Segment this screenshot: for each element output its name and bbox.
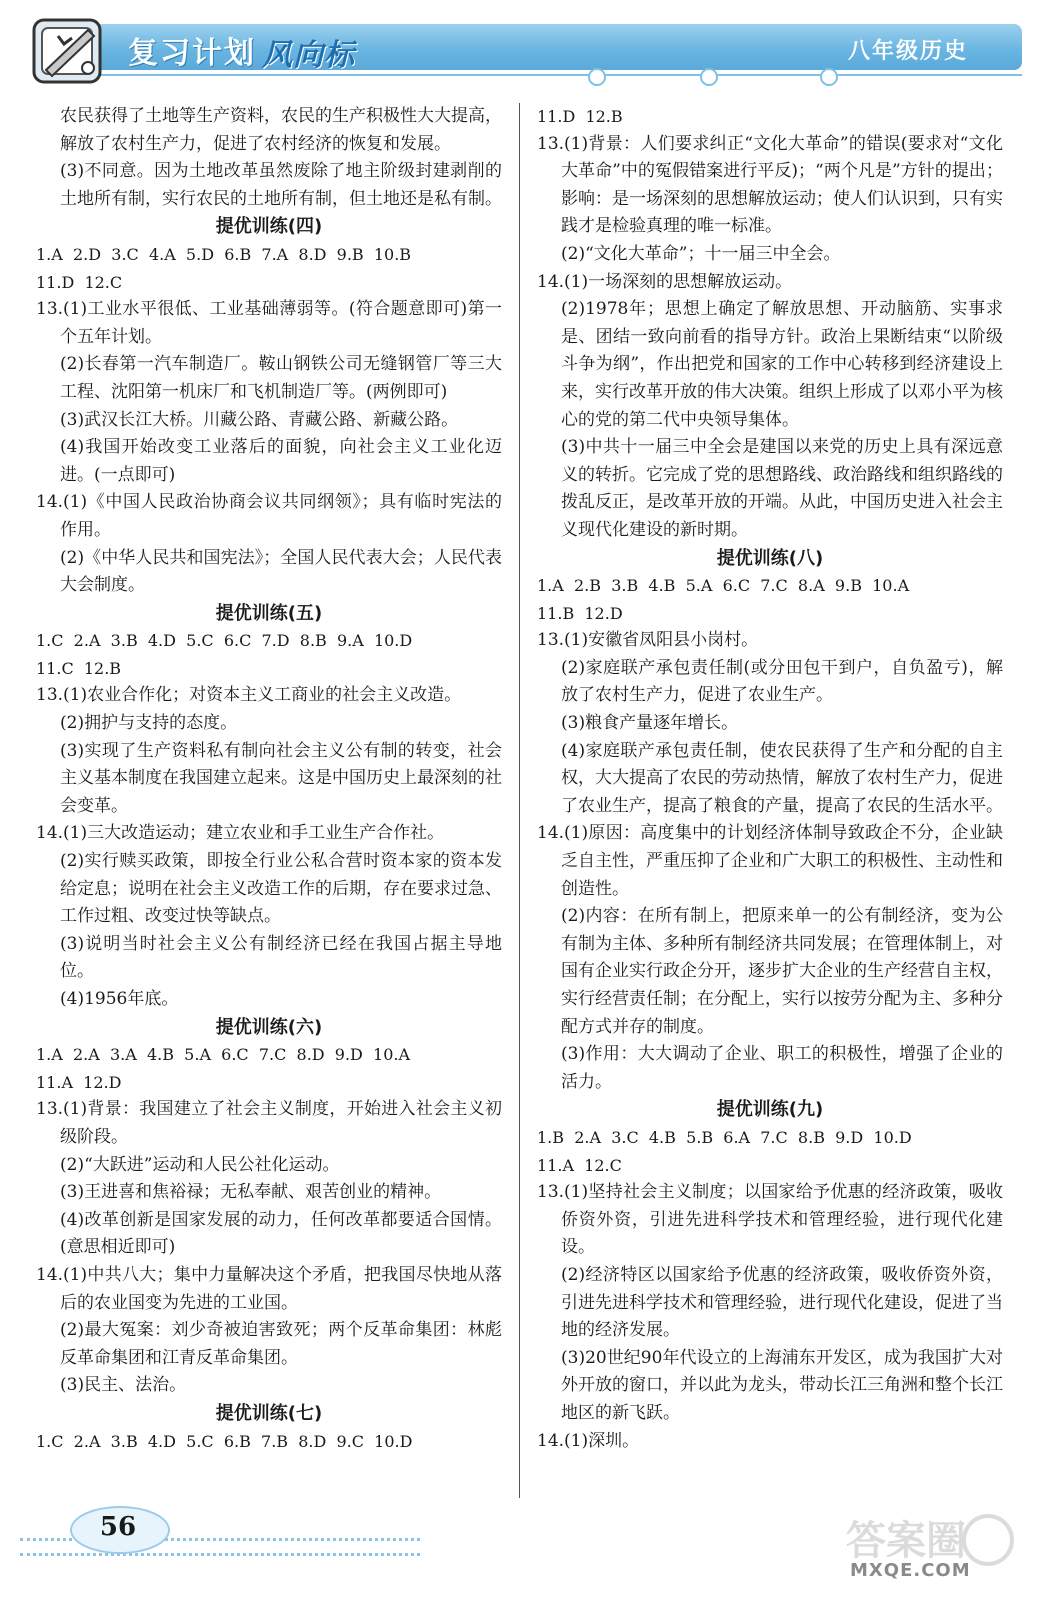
answer-paragraph: 14.(1)三大改造运动；建立农业和手工业生产合作社。 <box>36 823 445 844</box>
choice-answers-line: 11.A 12.D <box>36 1072 122 1092</box>
choice-answers-line: 11.D 12.B <box>537 107 623 126</box>
answer-paragraph: (3)民主、法治。 <box>60 1375 187 1396</box>
answer-paragraph: 13.(1)工业水平很低、工业基础薄弱等。(符合题意即可)第一个五年计划。 <box>36 299 502 347</box>
section-heading: 提优训练(四) <box>215 216 323 238</box>
answer-paragraph: (2)实行赎买政策，即按全行业公私合营时资本家的资本发给定息；说明在社会主义改造工作的后期，存在要求过急、工作过粗、改变过快等缺点。 <box>60 851 502 927</box>
footer-dotted-line <box>20 1553 420 1556</box>
answer-paragraph: (2)拥护与支持的态度。 <box>60 713 238 734</box>
answer-column-right <box>537 103 1003 1455</box>
choice-answers-line: 1.A 2.D 3.C 4.A 5.D 6.B 7.A 8.D 9.B 10.B <box>36 244 412 264</box>
answer-paragraph: (4)改革创新是国家发展的动力，任何改革都要适合国情。(意思相近即可) <box>60 1209 502 1258</box>
answer-column-left <box>36 103 502 1455</box>
answer-paragraph: 14.(1)中共八大；集中力量解决这个矛盾，把我国尽快地从落后的农业国变为先进的工业国。 <box>36 1264 502 1313</box>
choice-answers-line: 11.B 12.D <box>537 603 623 623</box>
answer-paragraph: (2)《中华人民共和国宪法》；全国人民代表大会；人民代表大会制度。 <box>60 547 502 596</box>
answer-paragraph: (2)家庭联产承包责任制(或分田包干到户，自负盈亏)，解放了农村生产力，促进了农业生产。 <box>561 657 1003 706</box>
watermark-text: MXQE.COM <box>850 1560 971 1581</box>
section-heading: 提优训练(九) <box>716 1099 824 1121</box>
answer-paragraph: (2)长春第一汽车制造厂。鞍山钢铁公司无缝钢管厂等三大工程、沈阳第一机床厂和飞机制造厂等。(两例即可) <box>60 354 502 402</box>
answer-paragraph: (3)20世纪90年代设立的上海浦东开发区，成为我国扩大对外开放的窗口，并以此为龙头，带动长江三角洲和整个长江地区的新飞跃。 <box>561 1347 1003 1423</box>
answer-paragraph: 14.(1)《中国人民政治协商会议共同纲领》；具有临时宪法的作用。 <box>36 492 502 540</box>
page-number: 56 <box>99 1512 137 1542</box>
answer-paragraph: 14.(1)一场深刻的思想解放运动。 <box>537 271 793 292</box>
answer-paragraph: (4)家庭联产承包责任制，使农民获得了生产和分配的自主权，大大提高了农民的劳动热情，解放了农村生产力，促进了农业生产，提高了粮食的产量，提高了农民的生活水平。 <box>561 740 1003 816</box>
column-divider <box>519 103 520 1498</box>
answer-paragraph: 农民获得了土地等生产资料，农民的生产积极性大大提高，解放了农村生产力，促进了农村经济的恢复和发展。 <box>60 106 502 154</box>
header-dot-ornament <box>700 68 718 86</box>
watermark-logo-text: 答案圈 <box>846 1518 966 1564</box>
choice-answers-line: 11.A 12.C <box>537 1155 622 1175</box>
section-heading: 提优训练(六) <box>215 1016 323 1038</box>
answer-paragraph: 13.(1)农业合作化；对资本主义工商业的社会主义改造。 <box>36 685 462 706</box>
answer-paragraph: (2)1978年；思想上确定了解放思想、开动脑筋、实事求是、团结一致向前看的指导方针。政治上果断结束“以阶级斗争为纲”，作出把党和国家的工作中心转移到经济建设上来，实行改革开放的伟大决策。组织上形成了以邓小平为核心的党的第二代中央领导集体。 <box>561 299 1003 430</box>
choice-answers-line: 1.A 2.A 3.A 4.B 5.A 6.C 7.C 8.D 9.D 10.A <box>36 1045 411 1065</box>
answer-paragraph: 13.(1)坚持社会主义制度；以国家给予优惠的经济政策，吸收侨资外资，引进先进科学技术和管理经验，进行现代化建设。 <box>537 1182 1003 1258</box>
section-heading: 提优训练(八) <box>716 547 824 569</box>
choice-answers-line: 1.C 2.A 3.B 4.D 5.C 6.B 7.B 8.D 9.C 10.D <box>36 1431 413 1451</box>
header-dot-ornament <box>588 68 606 86</box>
choice-answers-line: 11.C 12.B <box>36 658 122 678</box>
choice-answers-line: 11.D 12.C <box>36 272 123 292</box>
answer-paragraph: (4)1956年底。 <box>60 989 179 1009</box>
answer-paragraph: (2)“大跃进”运动和人民公社化运动。 <box>60 1154 340 1175</box>
answer-paragraph: (3)作用：大大调动了企业、职工的积极性，增强了企业的活力。 <box>561 1044 1003 1092</box>
header-underline <box>92 74 1022 76</box>
choice-answers-line: 1.A 2.B 3.B 4.B 5.A 6.C 7.C 8.A 9.B 10.A <box>537 576 910 596</box>
answer-paragraph: (2)经济特区以国家给予优惠的经济政策，吸收侨资外资，引进先进科学技术和管理经验，进行现代化建设，促进了当地的经济发展。 <box>561 1264 1003 1341</box>
answer-paragraph: 13.(1)安徽省凤阳县小岗村。 <box>537 630 759 651</box>
answer-paragraph: (2)“文化大革命”；十一届三中全会。 <box>561 243 841 264</box>
answer-paragraph: 13.(1)背景：我国建立了社会主义制度，开始进入社会主义初级阶段。 <box>36 1099 502 1147</box>
answer-paragraph: 13.(1)背景：人们要求纠正“文化大革命”的错误(要求对“文化大革命”中的冤假错案进行平反)；“两个凡是”方针的提出；影响：是一场深刻的思想解放运动；使人们认识到，只有实践才是检验真理的唯一标准。 <box>537 133 1003 237</box>
answer-paragraph: 14.(1)深圳。 <box>537 1430 640 1451</box>
answer-paragraph: (2)内容：在所有制上，把原来单一的公有制经济，变为公有制为主体、多种所有制经济共同发展；在管理体制上，对国有企业实行政企分开，逐步扩大企业的生产经营自主权，实行经营责任制；在分配上，实行以按劳分配为主、多种分配方式并存的制度。 <box>561 906 1003 1037</box>
series-logo-icon <box>28 10 110 92</box>
answer-paragraph: (3)不同意。因为土地改革虽然废除了地主阶级封建剥削的土地所有制，实行农民的土地所有制，但土地还是私有制。 <box>60 161 502 209</box>
answer-paragraph: (3)武汉长江大桥。川藏公路、青藏公路、新藏公路。 <box>60 409 459 430</box>
section-heading: 提优训练(七) <box>215 1402 323 1424</box>
answer-paragraph: (4)我国开始改变工业落后的面貌，向社会主义工业化迈进。(一点即可) <box>60 437 502 485</box>
choice-answers-line: 1.B 2.A 3.C 4.B 5.B 6.A 7.C 8.B 9.D 10.D <box>537 1127 912 1147</box>
answer-paragraph: (2)最大冤案：刘少奇被迫害致死；两个反革命集团：林彪反革命集团和江青反革命集团。 <box>60 1320 502 1368</box>
series-title: 复习计划 <box>128 36 256 71</box>
answer-paragraph: (3)中共十一届三中全会是建国以来党的历史上具有深远意义的转折。它完成了党的思想路线、政治路线和组织路线的拨乱反正，是改革开放的开端。从此，中国历史进入社会主义现代化建设的新时期。 <box>561 437 1003 540</box>
grade-subject-label: 八年级历史 <box>847 39 968 64</box>
choice-answers-line: 1.C 2.A 3.B 4.D 5.C 6.C 7.D 8.B 9.A 10.D <box>36 631 413 651</box>
answer-paragraph: (3)说明当时社会主义公有制经济已经在我国占据主导地位。 <box>60 933 502 982</box>
answer-paragraph: (3)实现了生产资料私有制向社会主义公有制的转变，社会主义基本制度在我国建立起来。这是中国历史上最深刻的社会变革。 <box>60 740 502 816</box>
header-dot-ornament <box>820 68 838 86</box>
section-heading: 提优训练(五) <box>215 602 323 624</box>
answer-paragraph: (3)粮食产量逐年增长。 <box>561 713 739 734</box>
brand-name: 风向标 <box>262 38 355 73</box>
answer-paragraph: (3)王进喜和焦裕禄；无私奉献、艰苦创业的精神。 <box>60 1182 442 1203</box>
page-header <box>0 0 1038 100</box>
answer-paragraph: 14.(1)原因：高度集中的计划经济体制导致政企不分，企业缺乏自主性，严重压抑了企业和广大职工的积极性、主动性和创造性。 <box>537 823 1003 899</box>
